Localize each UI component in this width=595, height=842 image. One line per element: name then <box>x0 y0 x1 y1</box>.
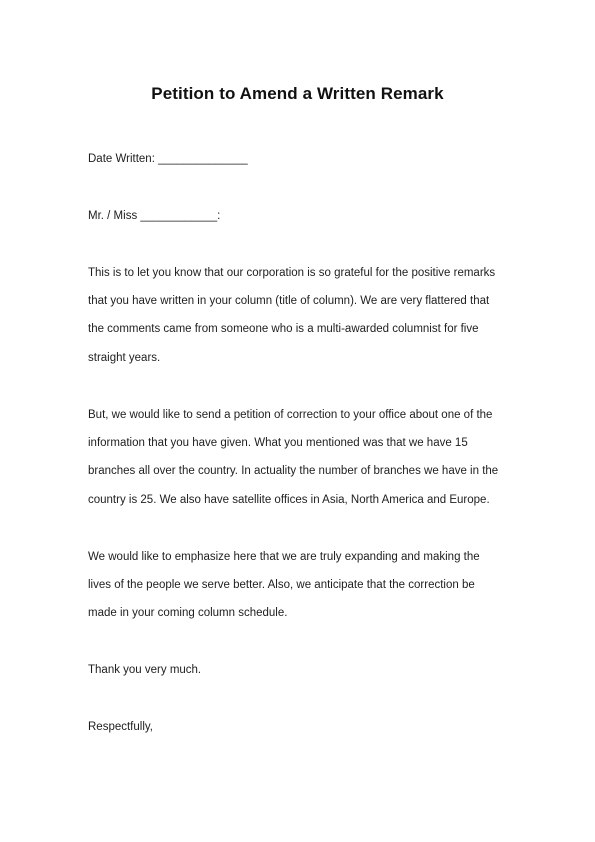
paragraph-line: But, we would like to send a petition of correction to your office about one of the <box>88 409 493 421</box>
paragraph-line: that you have written in your column (title of column). We are very flattered that <box>88 295 490 307</box>
paragraph-line: country is 25. We also have satellite offices in Asia, North America and Europe. <box>88 494 490 506</box>
paragraph-line: made in your coming column schedule. <box>88 607 288 619</box>
paragraph-line: This is to let you know that our corporation is so grateful for the positive remarks <box>88 267 496 279</box>
salutation-line: Mr. / Miss ____________: <box>88 210 221 222</box>
signoff-line: Respectfully, <box>88 721 153 733</box>
paragraph-line: information that you have given. What you mentioned was that we have 15 <box>88 437 468 449</box>
paragraph-line: branches all over the country. In actuality the number of branches we have in the <box>88 465 499 477</box>
closing-line: Thank you very much. <box>88 664 202 676</box>
paragraph-line: straight years. <box>88 352 161 364</box>
document-title: Petition to Amend a Written Remark <box>151 84 444 103</box>
paragraph-line: We would like to emphasize here that we are truly expanding and making the <box>88 551 480 563</box>
paragraph-line: the comments came from someone who is a multi-awarded columnist for five <box>88 323 479 335</box>
date-written-line: Date Written: ______________ <box>88 153 248 165</box>
paragraph-line: lives of the people we serve better. Also, we anticipate that the correction be <box>88 579 475 591</box>
